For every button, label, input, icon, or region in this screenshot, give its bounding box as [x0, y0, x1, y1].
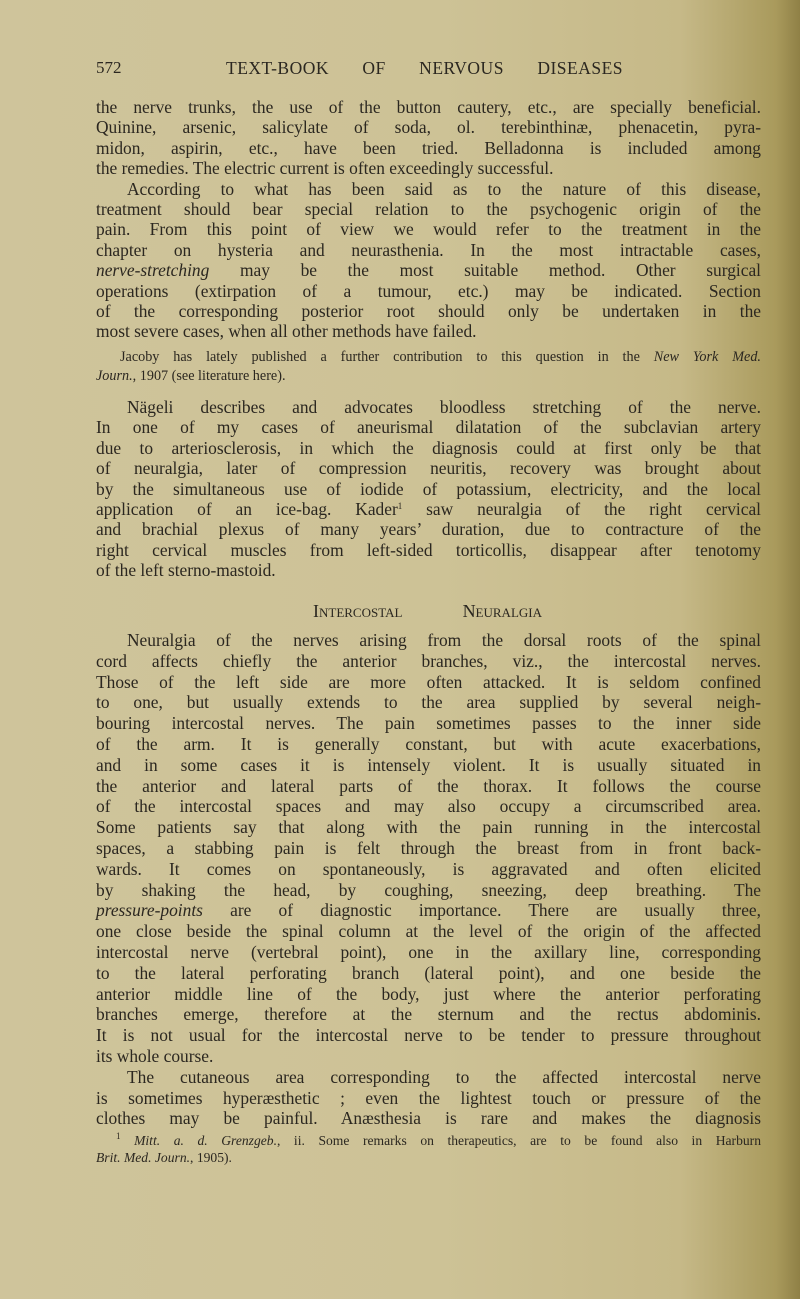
text-line [96, 179, 761, 199]
text-run: due to arteriosclerosis, in which the diagnosis could at first only be that [96, 437, 761, 458]
text-line [96, 479, 761, 499]
note-jacoby [96, 348, 761, 386]
paragraph-nageli [96, 397, 761, 581]
text-line [96, 260, 761, 280]
text-run: The cutaneous area corresponding to the affected intercostal nerve [127, 1066, 761, 1087]
text-line [96, 281, 761, 301]
running-title: TEXT-BOOK OF NERVOUS DISEASES [226, 58, 623, 78]
text-run: , 1905). [190, 1149, 232, 1165]
text-run: to one, but usually extends to the area supplied by several neigh- [96, 692, 761, 713]
paragraph-intercostal-neuralgia [96, 630, 761, 1129]
text-run: one close beside the spinal column at the level of the origin of the affected [96, 921, 761, 942]
text-run: midon, aspirin, etc., have been tried. Belladonna is included among [96, 137, 761, 158]
text-run: Those of the left side are more often attacked. It is seldom confined [96, 671, 761, 692]
text-run: In one of my cases of aneurismal dilatation of the subclavian artery [96, 417, 761, 438]
text-line [96, 397, 761, 417]
text-run: It is not usual for the intercostal nerve to be tender to pressure throughout [96, 1025, 761, 1046]
text-line [96, 859, 761, 880]
text-line [96, 519, 761, 539]
text-line [96, 880, 761, 901]
text-line [96, 1108, 761, 1129]
text-line [96, 240, 761, 260]
text-line [96, 540, 761, 560]
text-run: by shaking the head, by coughing, sneezing, deep breathing. The [96, 879, 761, 900]
text-run: application of an ice-bag. Kader [96, 499, 398, 520]
text-run: is sometimes hyperæsthetic ; even the lightest touch or pressure of the [96, 1087, 761, 1108]
text-line [96, 900, 761, 921]
text-line [96, 1025, 761, 1046]
text-line [96, 348, 761, 367]
text-run: to the lateral perforating branch (lateral point), and one beside the [96, 962, 761, 983]
text-run: may be the most suitable method. Other surgical [209, 260, 761, 281]
text-line [96, 984, 761, 1005]
italic-text: Mitt. a. d. Grenzgeb. [134, 1133, 277, 1148]
text-line [96, 838, 761, 859]
text-line [96, 1150, 761, 1167]
page-number: 572 [96, 58, 122, 77]
text-run: pain. From this point of view we would refer to the treatment in the [96, 219, 761, 240]
text-line [96, 1067, 761, 1088]
text-run: of neuralgia, later of compression neuritis, recovery was brought about [96, 458, 761, 479]
text-run: of the arm. It is generally constant, but with acute exacerbations, [96, 733, 761, 754]
text-line [96, 158, 761, 178]
text-run: anterior middle line of the body, just where the anterior perforating [96, 983, 761, 1004]
text-line [96, 199, 761, 219]
text-run: of the left sterno-mastoid. [96, 560, 276, 581]
text-line [96, 1046, 761, 1067]
text-line [96, 499, 761, 519]
text-line [96, 692, 761, 713]
text-line [96, 117, 761, 137]
text-run: most severe cases, when all other methods have failed. [96, 321, 477, 342]
text-run: the anterior and lateral parts of the thorax. It follows the course [96, 775, 761, 796]
text-run: by the simultaneous use of iodide of potassium, electricity, and the local [96, 478, 761, 499]
text-run: are of diagnostic importance. There are usually three, [202, 900, 761, 921]
text-line [96, 138, 761, 158]
text-line [96, 219, 761, 239]
text-run: wards. It comes on spontaneously, is aggravated and often elicited [96, 858, 761, 879]
text-run: According to what has been said as to the nature of this disease, [127, 178, 761, 199]
text-run: treatment should bear special relation to the psychogenic origin of the [96, 199, 761, 220]
text-line [96, 755, 761, 776]
text-line [96, 301, 761, 321]
paragraph-treatment [96, 97, 761, 342]
text-line [96, 921, 761, 942]
text-run: the nerve trunks, the use of the button cautery, etc., are specially beneficial. [96, 97, 761, 117]
italic-text: Journ. [96, 368, 133, 384]
text-line [96, 713, 761, 734]
text-run: and brachial plexus of many years’ duration, due to contracture of the [96, 519, 761, 540]
section-heading: Intercostal Neuralgia [313, 601, 542, 621]
footnote-marker: 1 [116, 1131, 121, 1141]
text-line [96, 1088, 761, 1109]
italic-text: pressure-points [96, 900, 203, 921]
text-run: spaces, a stabbing pain is felt through the breast from in front back- [96, 837, 761, 858]
italic-text: New York Med. [653, 349, 761, 365]
text-line [96, 942, 761, 963]
text-line [96, 1133, 761, 1150]
text-run: saw neuralgia of the right cervical [402, 499, 761, 520]
italic-text: Brit. Med. Journ. [96, 1149, 191, 1165]
text-line [96, 817, 761, 838]
footnote [96, 1133, 761, 1166]
text-run: operations (extirpation of a tumour, etc.) may be indicated. Section [96, 280, 761, 301]
text-run: Nägeli describes and advocates bloodless stretching of the nerve. [127, 397, 761, 417]
text-line [96, 672, 761, 693]
text-run: Jacoby has lately published a further contribution to this question in the [120, 349, 654, 365]
text-run: branches emerge, therefore at the sternum and the rectus abdominis. [96, 1004, 761, 1025]
text-line [96, 651, 761, 672]
text-line [96, 734, 761, 755]
text-line [96, 97, 761, 117]
text-run: Quinine, arsenic, salicylate of soda, ol. terebinthinæ, phenacetin, pyra- [96, 117, 761, 138]
text-line [96, 560, 761, 580]
text-run: of the intercostal spaces and may also occupy a circumscribed area. [96, 796, 761, 817]
text-run: of the corresponding posterior root should only be undertaken in the [96, 301, 761, 322]
text-line [96, 796, 761, 817]
text-line [96, 367, 761, 386]
text-line [96, 417, 761, 437]
text-line [96, 458, 761, 478]
text-line [96, 963, 761, 984]
text-line [96, 630, 761, 651]
footnote-marker: 1 [397, 501, 403, 512]
text-run: clothes may be painful. Anæsthesia is rare and makes the diagnosis [96, 1108, 761, 1129]
text-run: bouring intercostal nerves. The pain sometimes passes to the inner side [96, 713, 761, 734]
text-line [96, 438, 761, 458]
text-run: its whole course. [96, 1045, 214, 1066]
text-run: , ii. Some remarks on therapeutics, are to be found also in Harburn [276, 1133, 761, 1148]
text-run: and in some cases it is intensely violent. It is usually situated in [96, 754, 761, 775]
text-run: the remedies. The electric current is often exceedingly successful. [96, 158, 554, 179]
text-line [96, 1004, 761, 1025]
text-run [121, 1133, 135, 1148]
text-run: intercostal nerve (vertebral point), one in the axillary line, corresponding [96, 941, 761, 962]
text-run: right cervical muscles from left-sided torticollis, disappear after tenotomy [96, 539, 761, 560]
text-line [96, 321, 761, 341]
italic-text: nerve-stretching [96, 260, 210, 281]
text-run: Neuralgia of the nerves arising from the dorsal roots of the spinal [127, 630, 761, 650]
text-run: Some patients say that along with the pain running in the intercostal [96, 817, 761, 838]
text-run: chapter on hysteria and neurasthenia. In the most intractable cases, [96, 239, 761, 260]
text-run: cord affects chiefly the anterior branches, viz., the intercostal nerves. [96, 650, 761, 671]
text-run: , 1907 (see literature here). [132, 368, 286, 384]
text-line [96, 776, 761, 797]
